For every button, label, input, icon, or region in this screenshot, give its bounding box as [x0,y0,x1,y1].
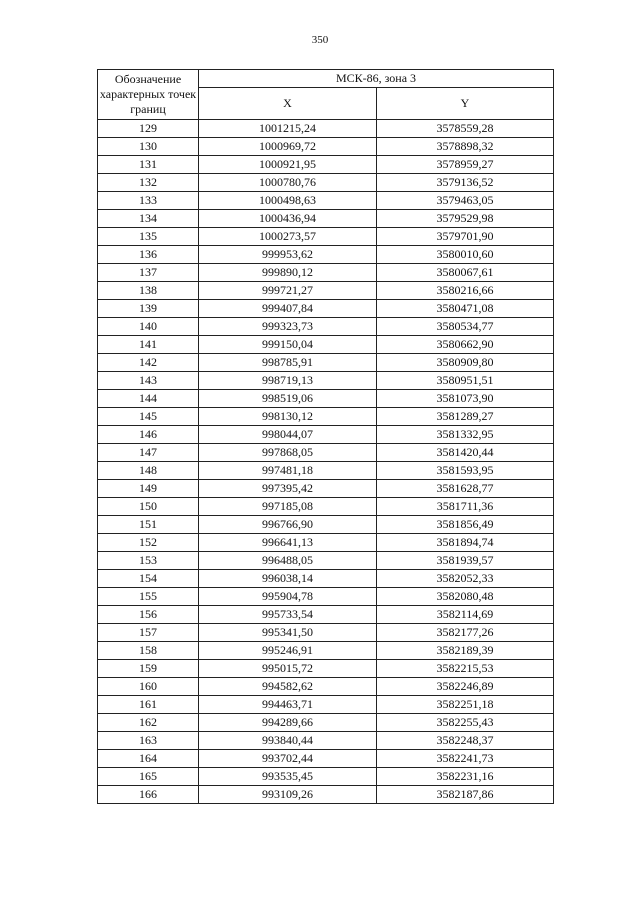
cell-x: 996038,14 [199,570,377,588]
cell-point: 143 [98,372,199,390]
cell-point: 157 [98,624,199,642]
cell-x: 999323,73 [199,318,377,336]
table-row [98,516,554,534]
cell-y: 3581332,95 [377,426,554,444]
cell-point: 146 [98,426,199,444]
cell-x: 995733,54 [199,606,377,624]
cell-y: 3582255,43 [377,714,554,732]
cell-y: 3580662,90 [377,336,554,354]
cell-point: 145 [98,408,199,426]
table-row [98,372,554,390]
header-y: Y [377,87,554,119]
cell-y: 3581939,57 [377,552,554,570]
cell-y: 3581894,74 [377,534,554,552]
table-row [98,264,554,282]
cell-x: 998519,06 [199,390,377,408]
cell-x: 999407,84 [199,300,377,318]
cell-point: 147 [98,444,199,462]
cell-point: 139 [98,300,199,318]
cell-x: 998719,13 [199,372,377,390]
table-row [98,390,554,408]
cell-y: 3579136,52 [377,174,554,192]
table-row [98,642,554,660]
cell-x: 995341,50 [199,624,377,642]
cell-y: 3582246,89 [377,678,554,696]
cell-y: 3581856,49 [377,516,554,534]
cell-point: 164 [98,750,199,768]
table-row [98,732,554,750]
table-row [98,246,554,264]
table-row [98,480,554,498]
table-row [98,228,554,246]
cell-y: 3581593,95 [377,462,554,480]
cell-point: 136 [98,246,199,264]
cell-x: 999721,27 [199,282,377,300]
cell-point: 161 [98,696,199,714]
table-row [98,606,554,624]
table-row [98,570,554,588]
table-row [98,210,554,228]
cell-point: 152 [98,534,199,552]
cell-point: 151 [98,516,199,534]
cell-point: 158 [98,642,199,660]
cell-x: 993535,45 [199,768,377,786]
table-row [98,444,554,462]
coordinates-table [97,69,554,804]
cell-point: 140 [98,318,199,336]
cell-point: 132 [98,174,199,192]
cell-point: 133 [98,192,199,210]
cell-x: 998130,12 [199,408,377,426]
cell-y: 3582251,18 [377,696,554,714]
cell-point: 153 [98,552,199,570]
cell-x: 994582,62 [199,678,377,696]
table-row [98,750,554,768]
cell-y: 3582187,86 [377,786,554,804]
cell-y: 3582231,16 [377,768,554,786]
cell-y: 3579529,98 [377,210,554,228]
cell-y: 3582114,69 [377,606,554,624]
cell-point: 137 [98,264,199,282]
cell-y: 3581289,27 [377,408,554,426]
cell-x: 995246,91 [199,642,377,660]
cell-y: 3581711,36 [377,498,554,516]
cell-y: 3582177,26 [377,624,554,642]
cell-point: 154 [98,570,199,588]
cell-y: 3582189,39 [377,642,554,660]
cell-x: 996488,05 [199,552,377,570]
table-row [98,282,554,300]
cell-y: 3578898,32 [377,138,554,156]
cell-x: 996641,13 [199,534,377,552]
table-body [98,120,554,804]
table-row [98,426,554,444]
cell-x: 997868,05 [199,444,377,462]
cell-y: 3579701,90 [377,228,554,246]
cell-x: 993702,44 [199,750,377,768]
cell-y: 3581073,90 [377,390,554,408]
cell-x: 998785,91 [199,354,377,372]
cell-x: 1000780,76 [199,174,377,192]
table-row [98,588,554,606]
cell-x: 994463,71 [199,696,377,714]
cell-y: 3580534,77 [377,318,554,336]
cell-point: 135 [98,228,199,246]
table-row [98,354,554,372]
table-row [98,552,554,570]
cell-point: 166 [98,786,199,804]
cell-point: 165 [98,768,199,786]
cell-x: 1000498,63 [199,192,377,210]
cell-x: 1000273,57 [199,228,377,246]
cell-y: 3580909,80 [377,354,554,372]
table-row [98,714,554,732]
table-row [98,678,554,696]
table-row [98,498,554,516]
cell-point: 155 [98,588,199,606]
cell-x: 995904,78 [199,588,377,606]
table-row [98,660,554,678]
cell-point: 148 [98,462,199,480]
cell-point: 134 [98,210,199,228]
cell-x: 997481,18 [199,462,377,480]
cell-y: 3578959,27 [377,156,554,174]
table-row [98,318,554,336]
cell-y: 3582215,53 [377,660,554,678]
cell-x: 999953,62 [199,246,377,264]
cell-x: 995015,72 [199,660,377,678]
table-row [98,174,554,192]
cell-x: 997185,08 [199,498,377,516]
cell-y: 3582248,37 [377,732,554,750]
table-row [98,336,554,354]
cell-y: 3582241,73 [377,750,554,768]
cell-point: 129 [98,120,199,138]
cell-x: 999150,04 [199,336,377,354]
cell-point: 131 [98,156,199,174]
cell-y: 3579463,05 [377,192,554,210]
table-row [98,192,554,210]
cell-point: 159 [98,660,199,678]
cell-point: 138 [98,282,199,300]
cell-x: 996766,90 [199,516,377,534]
cell-point: 130 [98,138,199,156]
cell-x: 1000921,95 [199,156,377,174]
cell-point: 163 [98,732,199,750]
header-point-label: Обозначение характерных точек границ [98,70,199,120]
header-x: X [199,87,377,119]
table-row [98,120,554,138]
table-row [98,138,554,156]
table-row [98,534,554,552]
cell-point: 142 [98,354,199,372]
cell-point: 160 [98,678,199,696]
table-row [98,156,554,174]
cell-x: 993109,26 [199,786,377,804]
cell-point: 149 [98,480,199,498]
cell-x: 1001215,24 [199,120,377,138]
table-row [98,624,554,642]
table-row [98,408,554,426]
cell-y: 3581420,44 [377,444,554,462]
cell-y: 3580067,61 [377,264,554,282]
cell-x: 1000969,72 [199,138,377,156]
cell-point: 144 [98,390,199,408]
cell-y: 3581628,77 [377,480,554,498]
cell-point: 156 [98,606,199,624]
table-row [98,786,554,804]
table-row [98,696,554,714]
cell-x: 998044,07 [199,426,377,444]
cell-x: 993840,44 [199,732,377,750]
cell-y: 3580010,60 [377,246,554,264]
page-number: 350 [311,34,329,46]
cell-x: 997395,42 [199,480,377,498]
cell-x: 994289,66 [199,714,377,732]
cell-x: 1000436,94 [199,210,377,228]
cell-y: 3578559,28 [377,120,554,138]
header-coord-system: МСК-86, зона 3 [199,70,554,88]
cell-point: 162 [98,714,199,732]
cell-y: 3582052,33 [377,570,554,588]
table-row [98,300,554,318]
table-row [98,768,554,786]
cell-y: 3580471,08 [377,300,554,318]
cell-point: 141 [98,336,199,354]
cell-y: 3580216,66 [377,282,554,300]
cell-y: 3580951,51 [377,372,554,390]
cell-y: 3582080,48 [377,588,554,606]
cell-x: 999890,12 [199,264,377,282]
table-row [98,462,554,480]
cell-point: 150 [98,498,199,516]
table-header [98,70,554,120]
